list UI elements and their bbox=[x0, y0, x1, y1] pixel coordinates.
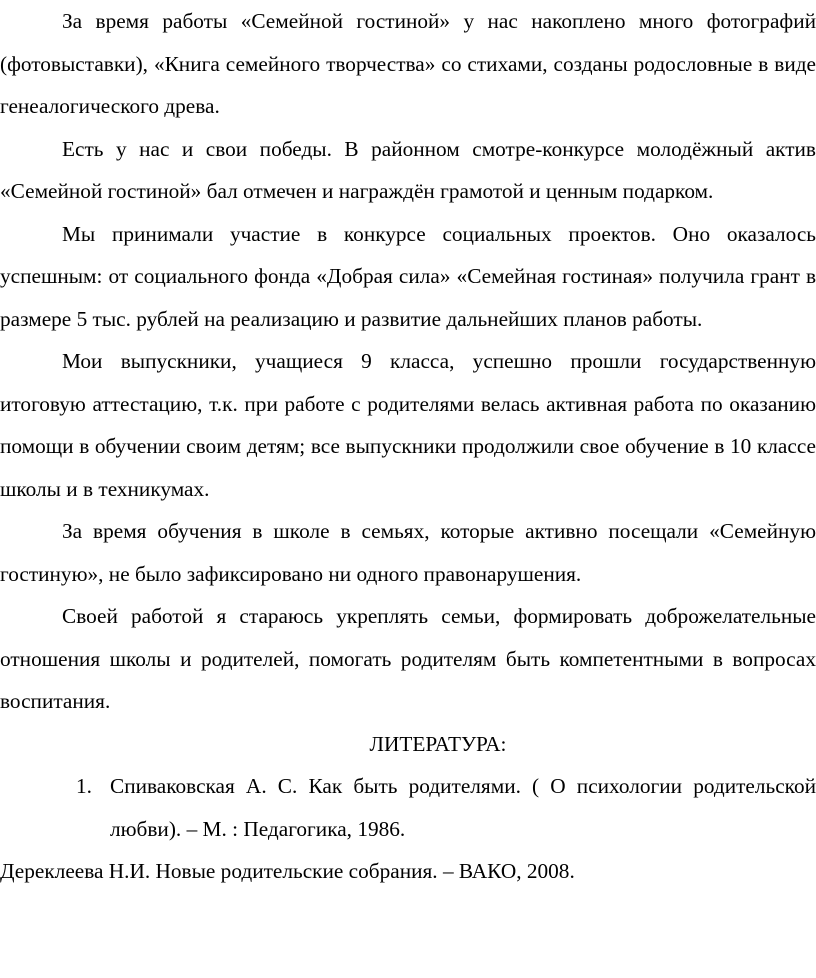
literature-item-text: Спиваковская А. С. Как быть родителями. ( О психологии родительской любви). – М. : Педагогика, 1986. bbox=[110, 774, 816, 841]
literature-extra-reference: Дереклеева Н.И. Новые родительские собрания. – ВАКО, 2008. bbox=[0, 859, 575, 883]
paragraph-goals: Своей работой я стараюсь укреплять семьи, формировать доброжелательные отношения школы и родителей, помогать родителям быть компетентными в вопросах воспитания. bbox=[0, 604, 816, 713]
paragraph-graduates: Мои выпускники, учащиеся 9 класса, успешно прошли государственную итоговую аттестацию, т.к. при работе с родителями велась активная работа по оказанию помощи в обучении своим детям; все выпускники продолжили свое обучение в 10 классе школы и в техникумах. bbox=[0, 349, 816, 501]
paragraph-photo-archive: За время работы «Семейной гостиной» у нас накоплено много фотографий (фотовыставки), «Книга семейного творчества» со стихами, созданы родословные в виде генеалогического древа. bbox=[0, 9, 816, 118]
literature-item-number: 1. bbox=[76, 774, 92, 798]
paragraph-no-offenses: За время обучения в школе в семьях, которые активно посещали «Семейную гостиную», не было зафиксировано ни одного правонарушения. bbox=[0, 519, 816, 586]
paragraph-social-projects: Мы принимали участие в конкурсе социальных проектов. Оно оказалось успешным: от социального фонда «Добрая сила» «Семейная гостиная» получила грант в размере 5 тыс. рублей на реализацию и развитие дальнейших планов работы. bbox=[0, 221, 816, 331]
literature-heading: ЛИТЕРАТУРА: bbox=[369, 731, 507, 756]
literature-list bbox=[0, 765, 816, 850]
literature-item bbox=[0, 765, 816, 850]
paragraph-victories: Есть у нас и свои победы. В районном смотре-конкурсе молодёжный актив «Семейной гостиной» бал отмечен и награждён грамотой и ценным подарком. bbox=[0, 136, 816, 203]
